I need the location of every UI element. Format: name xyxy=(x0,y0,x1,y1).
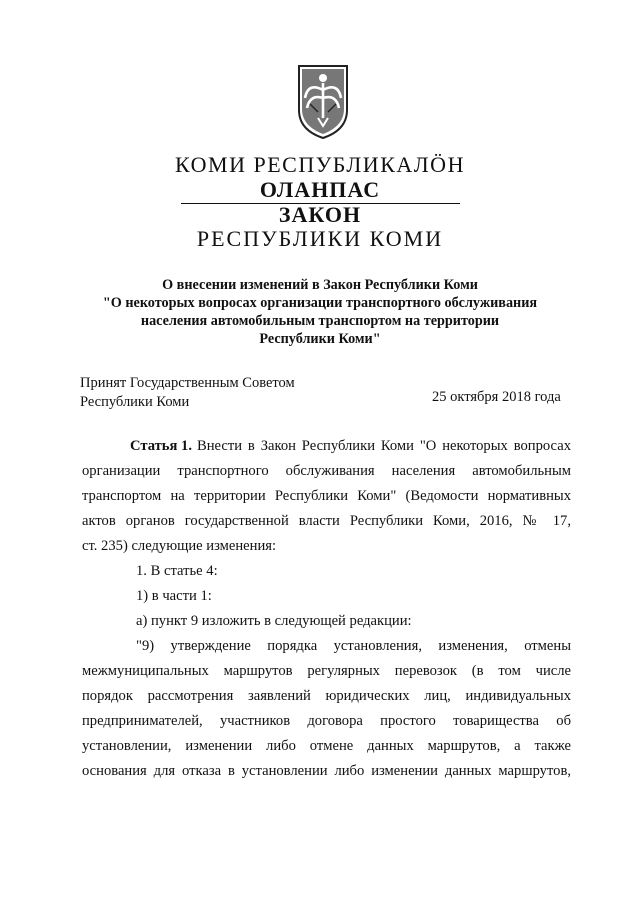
article-first-line xyxy=(130,436,571,456)
body-line: установлении, изменении либо отмене данных маршрутов, а также xyxy=(82,738,571,754)
body-line: актов органов государственной власти Республики Коми, 2016, № 17, xyxy=(82,513,571,529)
body-line: а) пункт 9 изложить в следующей редакции: xyxy=(136,613,412,629)
body-line: 1. В статье 4: xyxy=(136,563,218,579)
heading-line: "О некоторых вопросах организации транспортного обслуживания xyxy=(102,295,538,311)
komi-language-title: КОМИ РЕСПУБЛИКАЛӦН xyxy=(175,152,465,177)
komi-coat-of-arms-icon xyxy=(296,60,350,140)
body-line: предпринимателей, участников договора простого товарищества об xyxy=(82,713,571,729)
body-line: ст. 235) следующие изменения: xyxy=(82,538,277,554)
adoption-statement xyxy=(80,374,295,412)
law-title: ЗАКОН xyxy=(278,202,362,227)
body-line: организации транспортного обслуживания населения автомобильным xyxy=(82,463,571,479)
adoption-date: 25 октября 2018 года xyxy=(432,389,561,405)
body-line: основания для отказа в установлении либо изменении данных маршрутов, xyxy=(82,763,571,779)
body-line: "9) утверждение порядка установления, изменения, отмены xyxy=(136,638,571,654)
body-line: порядок рассмотрения заявлений юридических лиц, индивидуальных xyxy=(82,688,571,704)
republic-title: РЕСПУБЛИКИ КОМИ xyxy=(196,226,444,251)
body-line: межмуниципальных маршрутов регулярных перевозок (в том числе xyxy=(82,663,571,679)
heading-line: Республики Коми" xyxy=(259,331,381,347)
adoption-line: Принят Государственным Советом xyxy=(80,375,295,391)
heading-line: населения автомобильным транспортом на территории xyxy=(140,313,500,329)
article-label: Статья 1. xyxy=(130,438,192,454)
heading-line: О внесении изменений в Закон Республики Коми xyxy=(162,277,478,293)
law-heading xyxy=(80,276,560,348)
body-line: Внести в Закон Республики Коми "О некоторых вопросах xyxy=(197,438,571,454)
olanpas-title: ОЛАНПАС xyxy=(259,177,381,202)
body-line: транспортом на территории Республики Коми" (Ведомости нормативных xyxy=(82,488,571,504)
body-line: 1) в части 1: xyxy=(136,588,212,604)
adoption-line: Республики Коми xyxy=(80,394,190,410)
